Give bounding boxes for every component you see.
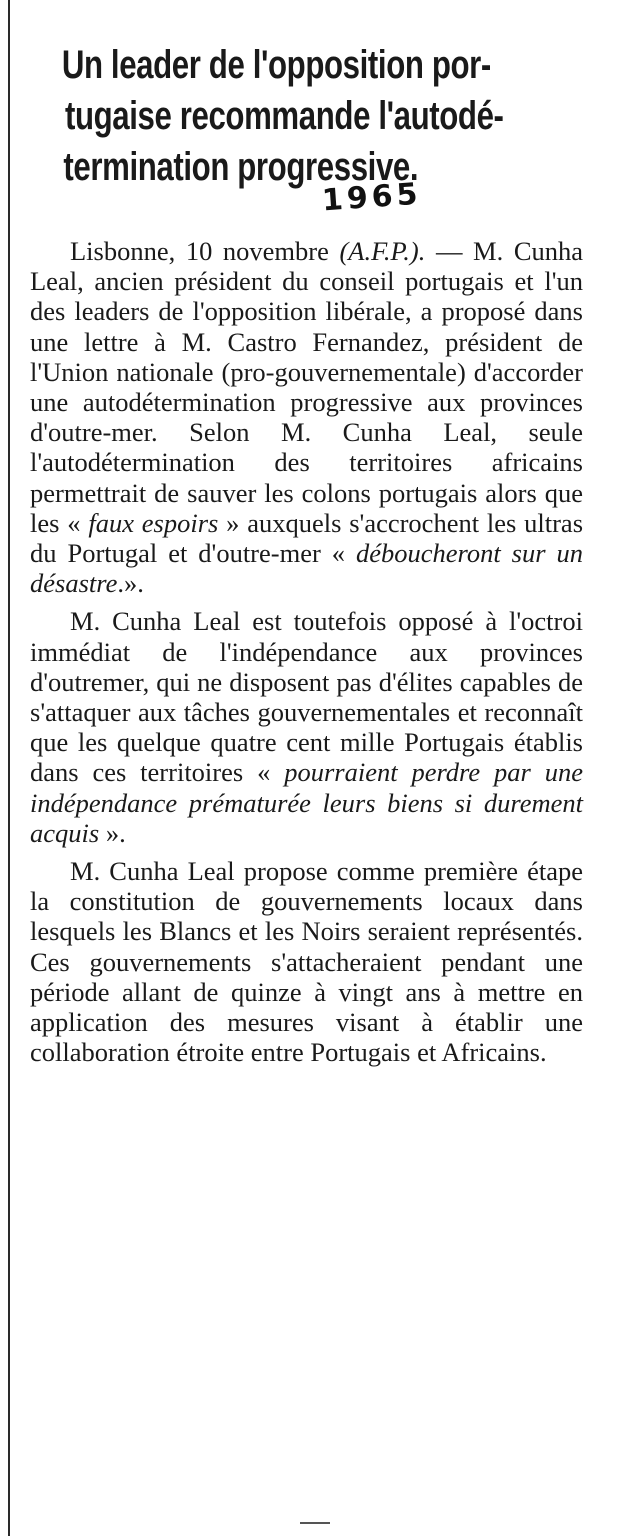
- paragraph-1: [30, 236, 583, 598]
- quote-faux-espoirs: faux espoirs: [88, 507, 219, 538]
- paragraph-1-text-b: » auxquels s'accrochent les ultras du Portugal et d'outre-mer «: [30, 507, 584, 569]
- paragraph-2-text-a: M. Cunha Leal est toutefois opposé à l'octroi immédiat de l'indépendance aux provinces d'outremer, qui ne disposent pas d'élites capables de s'attaquer aux tâches gouvernementales et reconnaît que les quelque quatre cent mille Portugais établis dans ces territoires «: [30, 606, 583, 788]
- quote-desastre: déboucheront sur un désastre: [30, 538, 583, 599]
- paragraph-2-text-b: ».: [99, 817, 126, 848]
- quote-biens: pourraient perdre par une indépendance prématurée leurs biens si durement acquis: [30, 757, 583, 848]
- handwritten-year: 1965: [320, 176, 423, 219]
- end-mark: [300, 1522, 330, 1524]
- headline-line-2: tugaise recommande l'autodé-: [64, 94, 504, 138]
- paragraph-1-text-a: — M. Cunha Leal, ancien président du conseil portugais et l'un des leaders de l'opposition libérale, a proposé dans une lettre à M. Castro Fernandez, président de l'Union nationale (pro-gouvernementale) d'accorder une autodétermination progressive aux provinces d'outre-mer. Selon M. Cunha Leal, seule l'autodétermination des territoires africains permettrait de sauver les colons portugais alors que les «: [30, 236, 584, 538]
- headline: [40, 40, 585, 193]
- headline-line-1: Un leader de l'opposition por-: [61, 43, 491, 87]
- dateline: Lisbonne, 10 novembre: [70, 236, 329, 266]
- agency-credit: (A.F.P.).: [339, 236, 426, 266]
- paragraph-2: [30, 606, 583, 848]
- article-body: [30, 236, 583, 1075]
- article: [40, 40, 585, 193]
- column-rule: [8, 0, 10, 1536]
- paragraph-3: M. Cunha Leal propose comme première étape la constitution de gouvernements locaux dans lesquels les Blancs et les Noirs seraient représentés. Ces gouvernements s'attacheraient pendant une période allant de quinze à vingt ans à mettre en application des mesures visant à établir une collaboration étroite entre Portugais et Africains.: [30, 856, 583, 1068]
- paragraph-1-text-c: .».: [117, 568, 144, 599]
- headline-line-3: termination progressive.: [63, 145, 419, 189]
